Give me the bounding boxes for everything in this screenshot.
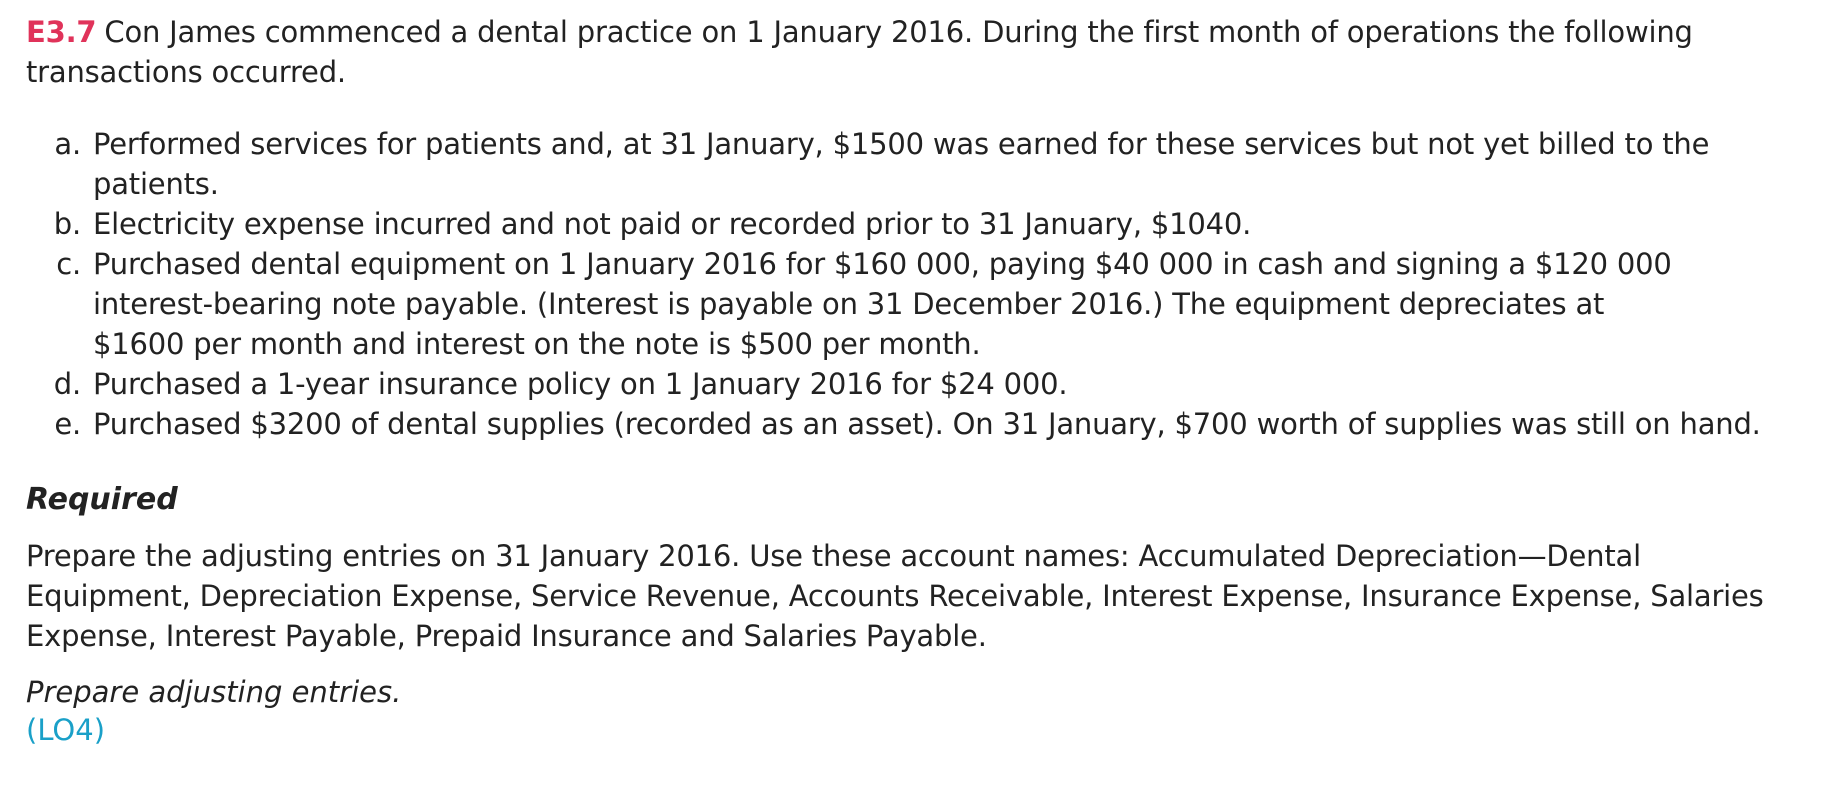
item-text: Performed services for patients and, at 31 January, $1500 was earned for these services but not yet billed to the patients.: [93, 127, 1710, 201]
item-text: Purchased $3200 of dental supplies (recorded as an asset). On 31 January, $700 worth of supplies was still on hand.: [93, 407, 1761, 441]
item-text: Purchased a 1-year insurance policy on 1 January 2016 for $24 000.: [93, 367, 1068, 401]
learning-objective-link[interactable]: (LO4): [26, 713, 106, 747]
list-item: [26, 244, 1812, 364]
list-item: [26, 204, 1812, 244]
item-letter: a.: [54, 127, 81, 161]
item-letter: c.: [56, 247, 81, 281]
list-item: [26, 364, 1812, 404]
exercise-intro-text: Con James commenced a dental practice on 1 January 2016. During the first month of operations the following transactions occurred.: [26, 15, 1693, 89]
item-letter: e.: [54, 407, 81, 441]
exercise-number: E3.7: [26, 15, 97, 49]
list-item: [26, 124, 1812, 204]
item-letter: d.: [53, 367, 81, 401]
list-item: [26, 404, 1812, 444]
item-letter: b.: [53, 207, 81, 241]
exercise-intro: [26, 12, 1812, 92]
required-heading: Required: [26, 482, 178, 517]
instruction-text: Prepare adjusting entries.: [26, 675, 402, 709]
required-text: Prepare the adjusting entries on 31 January 2016. Use these account names: Accumulated Depreciation—Dental Equipment, Depreciation Expense, Service Revenue, Accounts Receivable, Interest Expense, Insurance Expense, Salaries Expense, Interest Payable, Prepaid Insurance and Salaries Payable.: [26, 539, 1764, 653]
item-text: Electricity expense incurred and not paid or recorded prior to 31 January, $1040.: [93, 207, 1252, 241]
transaction-list: [26, 124, 1812, 444]
item-text: Purchased dental equipment on 1 January 2016 for $160 000, paying $40 000 in cash and signing a $120 000 interest-bearing note payable. (Interest is payable on 31 December 2016.) The equipment depreciates at $1600 per month and interest on the note is $500 per month.: [93, 247, 1672, 361]
